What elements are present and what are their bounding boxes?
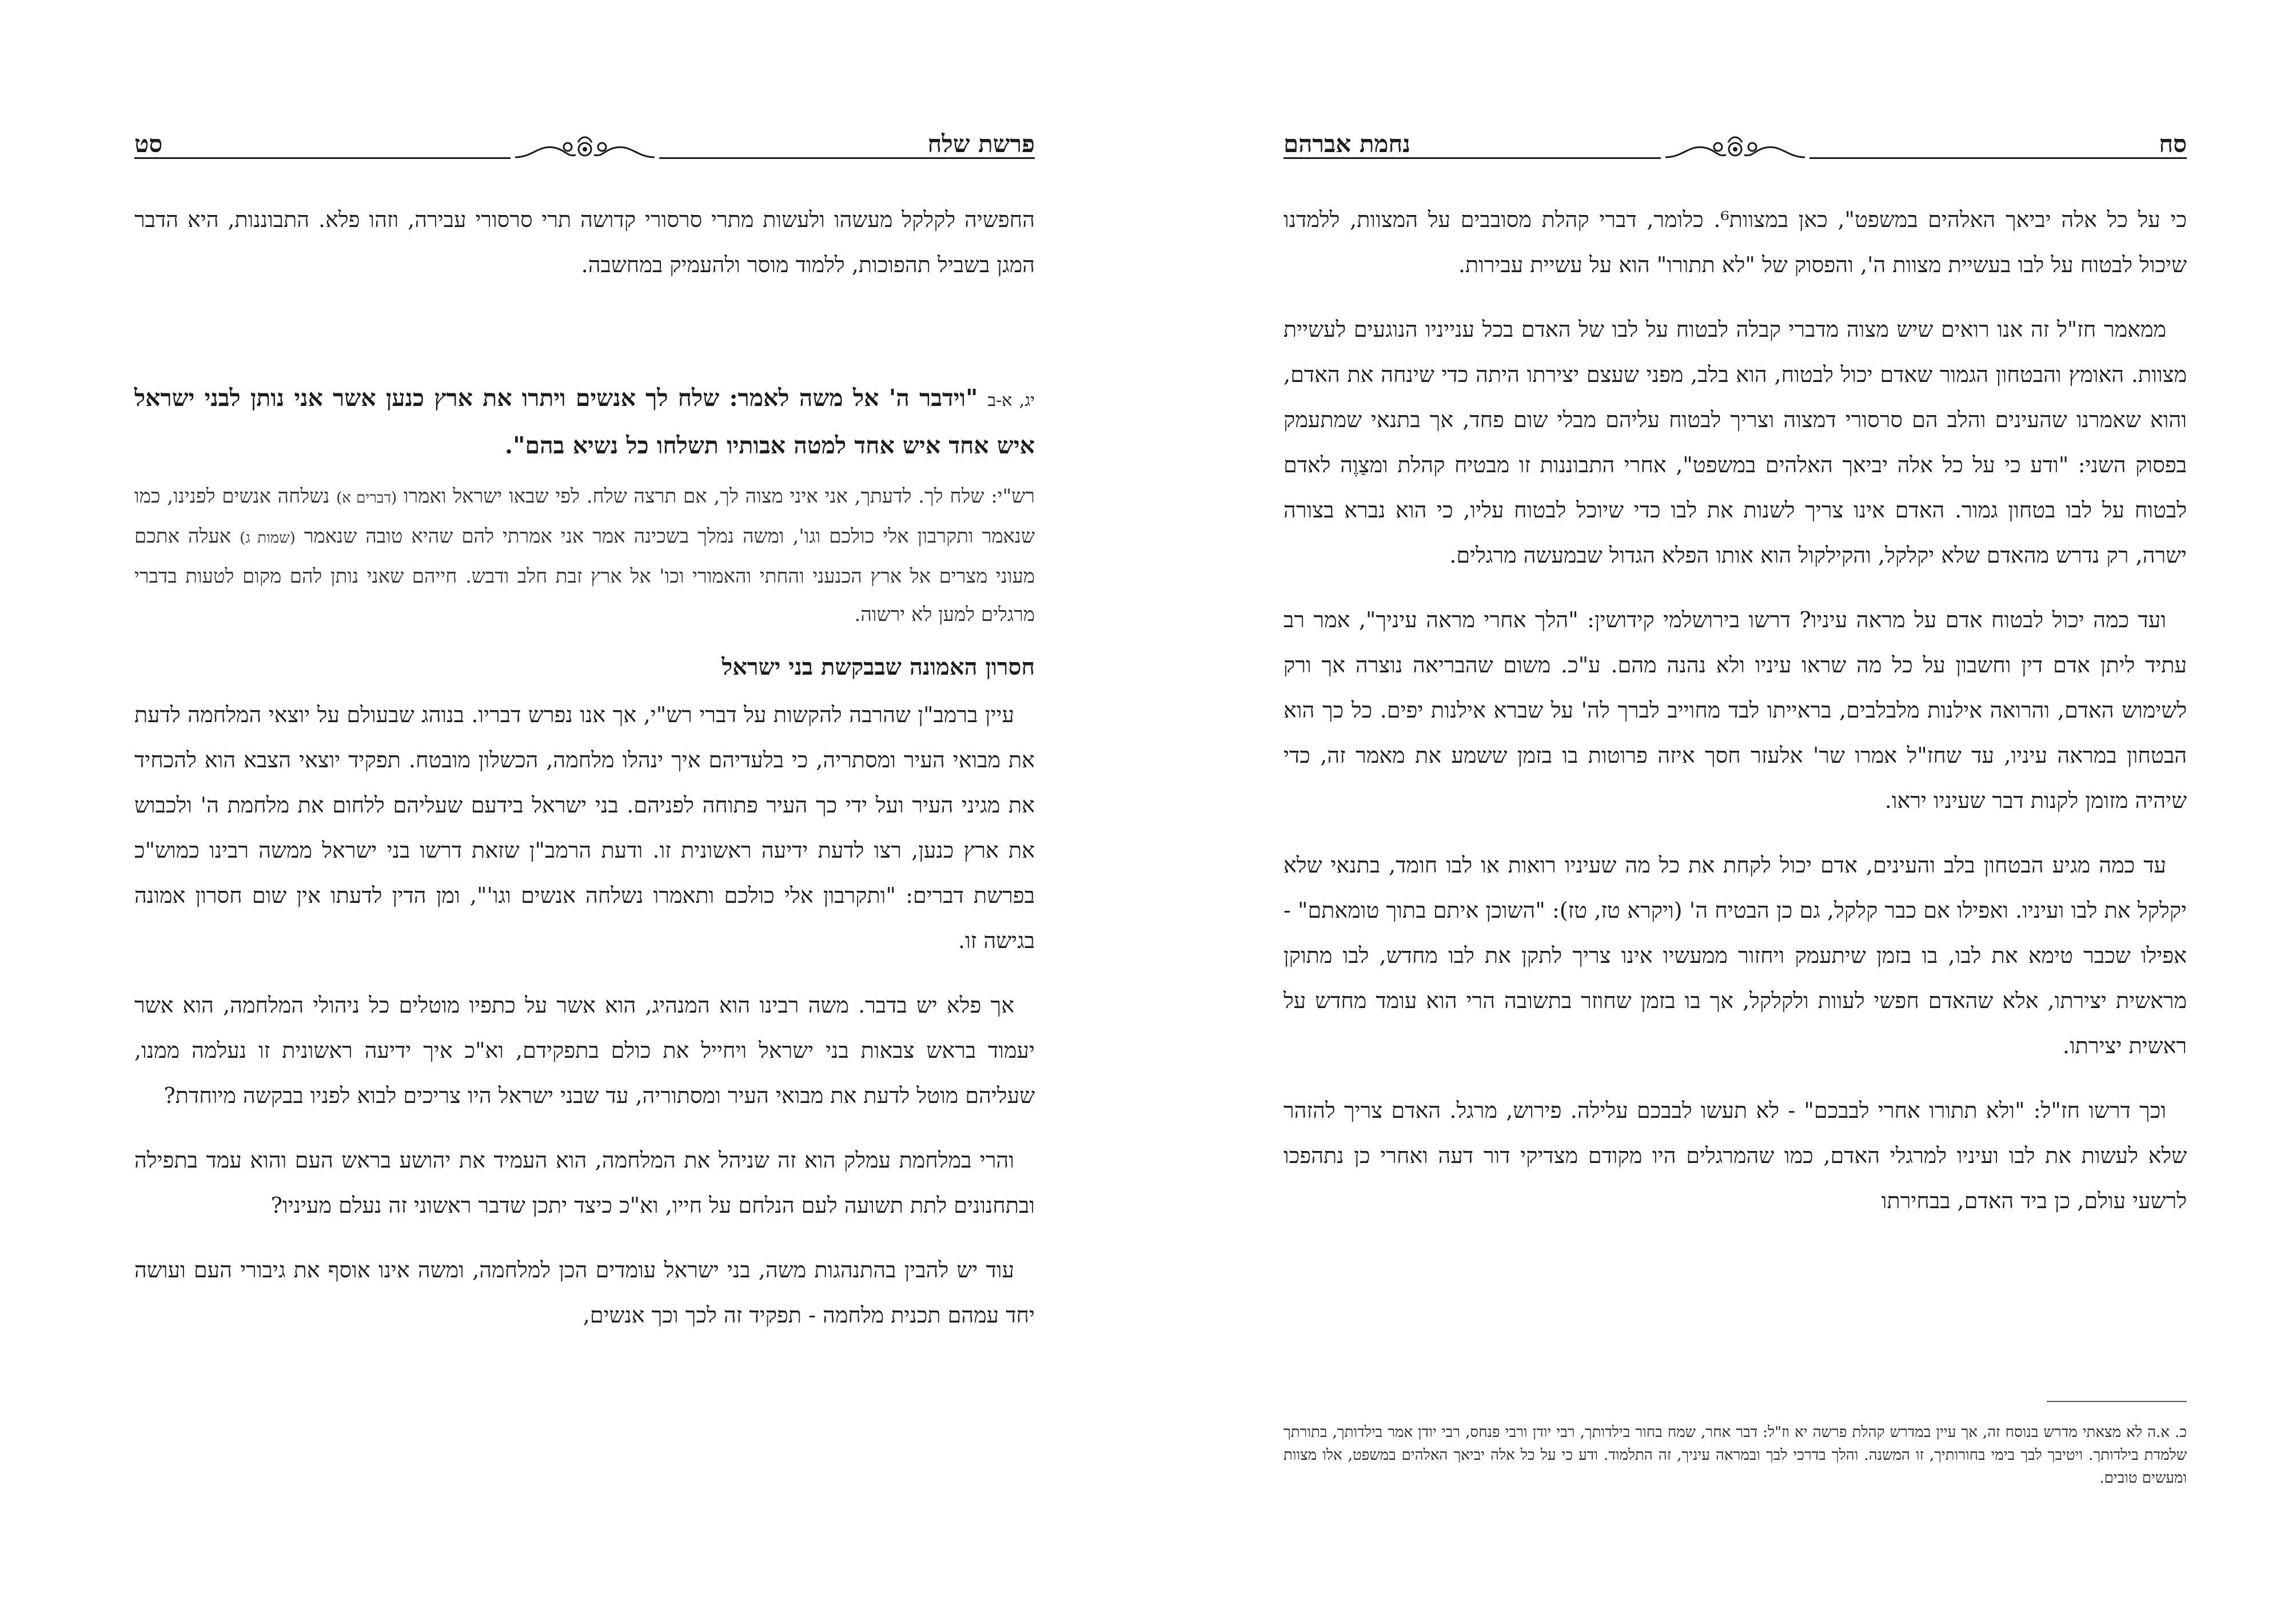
running-title: פרשת שלח: [927, 130, 1035, 158]
verse-block: [134, 376, 1035, 468]
footnote-rule: [2047, 1401, 2187, 1402]
page-number: סט: [134, 130, 163, 158]
rashi-commentary: [134, 477, 1035, 634]
rashi-ref-2: (שמות ג): [240, 529, 296, 547]
left-page-body: [134, 197, 1035, 1357]
page-header: [1283, 123, 2187, 169]
running-title: נחמת אברהם: [1283, 130, 1410, 158]
right-page-body: [1283, 197, 2187, 1243]
left-page: [134, 0, 1035, 1621]
rashi-text-3: אעלה אתכם מעוני מצרים אל ארץ הכנעני והחתי והאמורי וכו' אל ארץ זבת חלב ודבש. חייהם שאני נותן להם מקום לטעות בדברי מרגלים למען לא ירשוה.: [134, 525, 1035, 626]
body-paragraph: ועד כמה יכול לבטוח אדם על מראה עיניו? דרשו בירושלמי קידושין: "הלך אחרי מראה עיניך", אמר רב עתיד ליתן אדם דין וחשבון על כל מה שראו עיניו ולא נהנה מהם. ע"כ. משום שהבריאה נוצרה אך ורק לשימוש האדם, והרואה אילנות מלבלבים, בראייתו לבד מחוייב לברך לה' על שברא אילנות יפים. כל כך הוא הבטחון במראה עיניו, עד שחז"ל אמרו שר' אלעזר חסך איזה פרוטות בו בזמן ששמע את מאמר זה, כדי שיהיה מזומן לקנות דבר שעיניו יראו.: [1283, 607, 2187, 813]
page-number: סח: [2159, 130, 2187, 158]
footnote: כ. א.ה לא מצאתי מדרש בנוסח זה, אך עיין במדרש קהלת פרשה יא וז"ל: דבר אחר, שמח בחור בילדותך, רבי יודן ורבי פנחס, רבי יודן אמר בילדותך, בתורתך שלמדת בילדותך. ויטיבך לבך בימי בחורותיך, זו המשנה. והלך בדרכי לבך ובמראה עיניך, זה התלמוד. ודע כי על כל אלה יביאך האלהים במשפט, אלו מצוות ומעשים טובים.: [1283, 1424, 2187, 1487]
section-gap: [134, 307, 1035, 376]
section-heading: חסרון האמונה שבבקשת בני ישראל: [722, 654, 1035, 680]
rashi-text-1: רש"י: שלח לך. לדעתך, אני איני מצוה לך, אם תרצה שלח. לפי שבאו ישראל ואמרו: [403, 485, 1035, 508]
verse-reference: יג, א-ב: [987, 391, 1035, 411]
flourish-ornament-icon: [511, 132, 659, 164]
body-paragraph: אך פלא יש בדבר. משה רבינו הוא המנהיג, הוא אשר על כתפיו מוטלים כל ניהולי המלחמה, הוא אשר יעמוד בראש צבאות בני ישראל ויחייל את כולם בתפקידם, וא"כ איך ידיעה ראשונית זו נעלמה ממנו, שעליהם מוטל לדעת את מבואי העיר ומסתוריה, עד שבני ישראל היו צריכים לבוא לפניו בבקשה מיוחדת?: [134, 993, 1035, 1108]
page-header: [134, 123, 1035, 169]
body-paragraph: כי על כל אלה יביאך האלהים במשפט", כאן במצוות⁶. כלומר, דברי קהלת מסובבים על המצוות, ללמדנו שיכול לבטוח על לבו בעשיית מצוות ה', והפסוק של "לא תתורו" הוא על עשיית עבירות.: [1283, 207, 2187, 277]
body-paragraph: ממאמר חז"ל זה אנו רואים שיש מצוה מדברי קבלה לבטוח על לבו של האדם בכל ענייניו הנוגעים לעשיית מצוות. האומץ והבטחון הגמור שאדם יכול לבטוח, הוא בלב, מפני שעצם יצירתו היתה כדי שינחה את האדם, והוא שאמרנו שהעינים והלב הם סרסורי דמצוה וצריך לבטוח עליהם מבלי שום פחד, אך בתנאי שמתעמק בפסוק השני: "ודע כי על כל אלה יביאך האלהים במשפט", אחרי התבוננות זו מבטיח קהלת ומצַוֶה לאדם לבטוח על לבו בטחון גמור. האדם אינו צריך לשנות את לבו כדי שיוכל לבטוח עליו, כי הוא נברא בצורה ישרה, רק נדרש מהאדם שלא יקלקל, והקילקול הוא אותו הפלא הגדול שבמעשה מרגלים.: [1283, 317, 2187, 568]
right-page: [1283, 0, 2187, 1621]
body-paragraph: עיין ברמב"ן שהרבה להקשות על דברי רש"י, אך אנו נפרש דבריו. בנוהג שבעולם על יוצאי המלחמה לדעת את מבואי העיר ומסתריה, כי בלעדיהם איך ינהלו מלחמה, הכשלון מובטח. תפקיד יוצאי הצבא הוא להכחיד את מגיני העיר ועל ידי כך העיר פתוחה לפניהם. בני ישראל בידעם שעליהם ללחום את מלחמת ה' ולכבוש את ארץ כנען, רצו לדעת ידיעה ראשונית זו. ודעת הרמב"ן שזאת דרשו בני ישראל ממשה רבינו כמוש"כ בפרשת דברים: "ותקרבון אלי כולכם ותאמרו נשלחה אנשים וגו'", ומן הדין לדעתו אין שום חסרון אמונה בגישה זו.: [134, 702, 1035, 953]
body-paragraph: עוד יש להבין בהתנהגות משה, בני ישראל עומדים הכן למלחמה, ומשה אינו אוסף את גיבורי העם ועושה יחד עמהם תכנית מלחמה - תפקיד זה לכך וכך אנשים,: [134, 1257, 1035, 1328]
rashi-ref-1: (דברים א): [336, 489, 397, 507]
body-paragraph: וכך דרשו חז"ל: "ולא תתורו אחרי לבבכם" - לא תעשו לבבכם עלילה. פירוש, מרגל. האדם צריך להזהר שלא לעשות את לבו ועיניו למרגלי האדם, כמו שהמרגלים היו מקודם מצדיקי דור דעה ואחרי כן נתהפכו לרשעי עולם, כן ביד האדם, בבחירתו: [1283, 1098, 2187, 1213]
body-paragraph: והרי במלחמת עמלק הוא זה שניהל את המלחמה, הוא העמיד את יהושע בראש העם והוא עמד בתפילה ובתחנונים לתת תשועה לעם הנלחם על חייו, וא"כ כיצד יתכן שדבר ראשוני זה נעלם מעיניו?: [134, 1148, 1035, 1218]
verse-text: "וידבר ה' אל משה לאמר: שלח לך אנשים ויתרו את ארץ כנען אשר אני נותן לבני ישראל איש אחד איש אחד למטה אבותיו תשלחו כל נשיא בהם".: [134, 384, 1035, 459]
body-paragraph: עד כמה מגיע הבטחון בלב והעינים, אדם יכול לקחת את כל מה שעיניו רואות או לבו חומד, בתנאי שלא יקלקל את לבו ועיניו. ואפילו אם כבר קלקל, גם כן הבטיח ה' (ויקרא טז, טז): "השוכן איתם בתוך טומאתם" - אפילו שכבר טימא את לבו, בו בזמן שיתעמק ויחזור ממעשיו אינו צריך לתקן את לבו מחדש, לבו מתוקן מראשית יצירתו, אלא שהאדם חפשי לעוות ולקלקל, אך בו בזמן שחוזר בתשובה הרי הוא עומד מחדש על ראשית יצירתו.: [1283, 853, 2187, 1058]
flourish-ornament-icon: [1661, 132, 1809, 164]
intro-paragraph: החפשיה לקלקל מעשהו ולעשות מתרי סרסורי קדושה תרי סרסורי עבירה, וזהו פלא. התבוננות, היא הדבר המגן בשביל תהפוכות, ללמוד מוסר ולהעמיק במחשבה.: [134, 207, 1035, 277]
rashi-text-2: נשלחה אנשים לפנינו, כמו שנאמר ותקרבון אלי כולכם וגו', ומשה נמלך בשכינה אמר אני אמרתי להם שהיא טובה שנאמר: [134, 485, 1035, 548]
